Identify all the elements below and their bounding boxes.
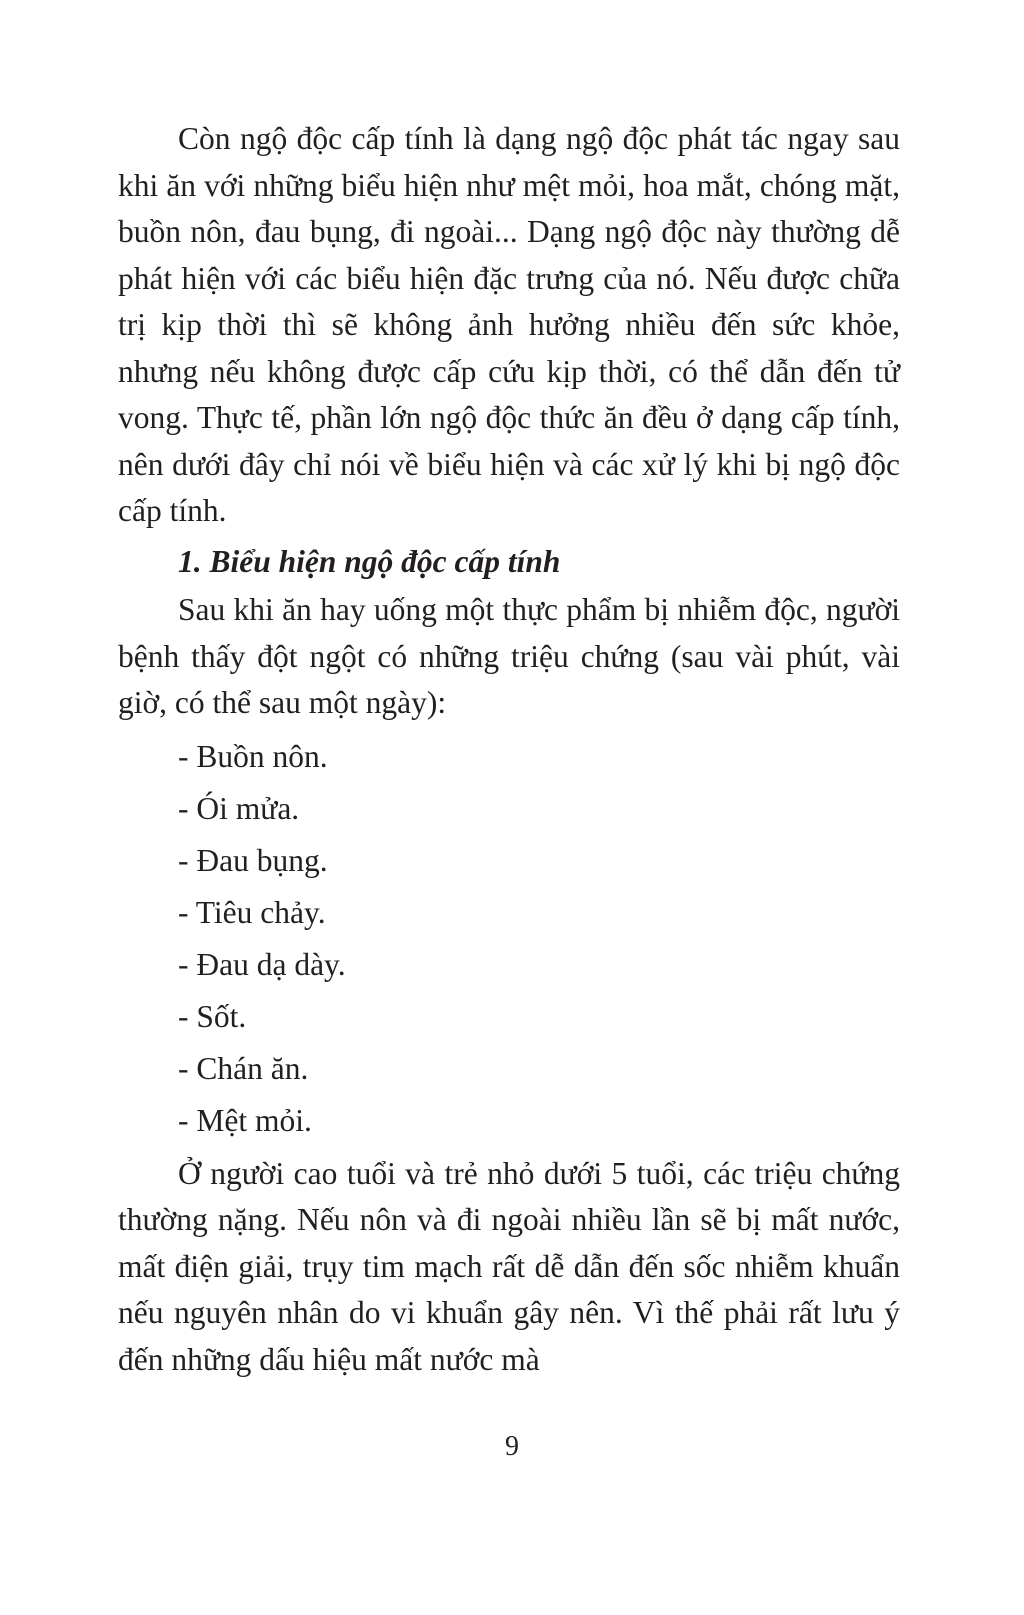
paragraph-symptoms-intro: Sau khi ăn hay uống một thực phẩm bị nhiễm độc, người bệnh thấy đột ngột có những triệu chứng (sau vài phút, vài giờ, có thể sau một ngày): bbox=[118, 592, 900, 720]
page-number: 9 bbox=[505, 1431, 519, 1462]
list-item: - Tiêu chảy. bbox=[178, 894, 326, 930]
page-content bbox=[118, 116, 900, 1383]
list-item: - Mệt mỏi. bbox=[178, 1102, 312, 1138]
symptom-list bbox=[118, 731, 900, 1147]
paragraph-intro: Còn ngộ độc cấp tính là dạng ngộ độc phát tác ngay sau khi ăn với những biểu hiện như mệt mỏi, hoa mắt, chóng mặt, buồn nôn, đau bụng, đi ngoài... Dạng ngộ độc này thường dễ phát hiện với các biểu hiện đặc trưng của nó. Nếu được chữa trị kịp thời thì sẽ không ảnh hưởng nhiều đến sức khỏe, nhưng nếu không được cấp cứu kịp thời, có thể dẫn đến tử vong. Thực tế, phần lớn ngộ độc thức ăn đều ở dạng cấp tính, nên dưới đây chỉ nói về biểu hiện và các xử lý khi bị ngộ độc cấp tính. bbox=[118, 121, 900, 528]
list-item: - Buồn nôn. bbox=[178, 738, 328, 774]
section-heading: 1. Biểu hiện ngộ độc cấp tính bbox=[178, 543, 561, 579]
list-item: - Sốt. bbox=[178, 998, 247, 1034]
list-item: - Ói mửa. bbox=[178, 790, 300, 826]
list-item: - Chán ăn. bbox=[178, 1050, 309, 1086]
paragraph-elderly-children: Ở người cao tuổi và trẻ nhỏ dưới 5 tuổi, các triệu chứng thường nặng. Nếu nôn và đi ngoài nhiều lần sẽ bị mất nước, mất điện giải, trụy tim mạch rất dễ dẫn đến sốc nhiễm khuẩn nếu nguyên nhân do vi khuẩn gây nên. Vì thế phải rất lưu ý đến những dấu hiệu mất nước mà bbox=[118, 1155, 900, 1377]
list-item: - Đau bụng. bbox=[178, 842, 328, 878]
list-item: - Đau dạ dày. bbox=[178, 946, 346, 982]
